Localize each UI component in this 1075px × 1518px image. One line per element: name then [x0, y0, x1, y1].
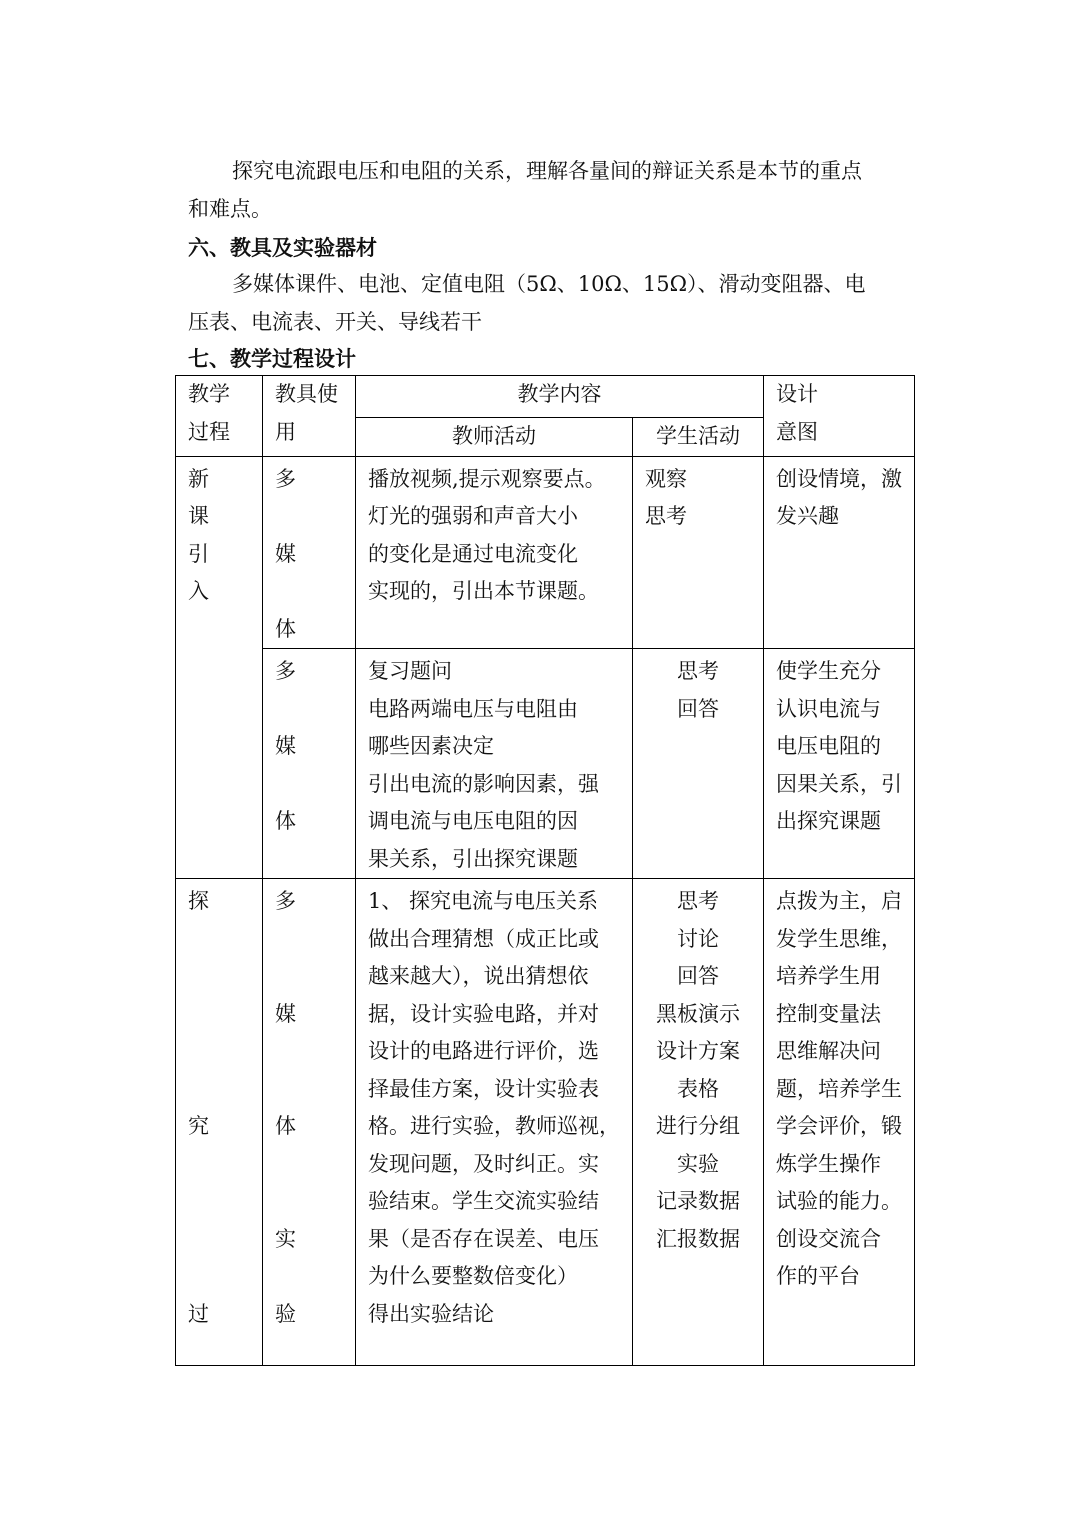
intent-line: 使学生充分	[776, 659, 881, 683]
tools-char	[275, 573, 343, 611]
materials-paragraph	[188, 266, 900, 341]
tools-char	[275, 1146, 343, 1184]
student-line: 回答	[677, 696, 719, 721]
key-points-line-2: 和难点。	[188, 196, 272, 221]
row2-student	[633, 649, 764, 879]
process-char	[188, 1033, 250, 1071]
row1-process	[176, 456, 263, 879]
process-char: 究	[188, 1114, 209, 1138]
materials-line-1: 多媒体课件、电池、定值电阻（5Ω、10Ω、15Ω）、滑动变阻器、电	[232, 272, 866, 296]
row2-teacher	[356, 649, 633, 879]
header-tools	[263, 376, 356, 457]
teacher-line: 验结束。学生交流实验结	[368, 1189, 599, 1213]
intent-line: 创设情境，激	[776, 466, 902, 491]
intent-line: 创设交流合	[776, 1226, 881, 1251]
materials-line-2: 压表、电流表、开关、导线若干	[188, 309, 482, 334]
teacher-line: 引出电流的影响因素，强	[368, 771, 599, 796]
process-char	[188, 921, 250, 959]
student-line: 思考	[677, 659, 719, 683]
intent-line: 发学生思维，	[776, 926, 902, 951]
teacher-line: 复习题问	[368, 659, 452, 683]
student-line: 观察	[645, 466, 687, 491]
intent-line: 作的平台	[776, 1264, 860, 1288]
process-char: 过	[188, 1301, 209, 1326]
process-char	[188, 996, 250, 1034]
header-process	[176, 376, 263, 457]
tools-char: 多	[275, 466, 296, 491]
teacher-line: 1、 探究电流与电压关系	[368, 889, 599, 913]
intent-line: 发兴趣	[776, 504, 839, 528]
tools-char: 多	[275, 889, 296, 913]
process-char: 引	[188, 541, 209, 566]
intent-line: 认识电流与	[776, 696, 881, 721]
teacher-line: 格。进行实验，教师巡视，	[368, 1114, 620, 1138]
tools-char: 多	[275, 659, 296, 683]
process-char	[188, 958, 250, 996]
tools-char: 体	[275, 809, 296, 833]
process-char	[188, 1183, 250, 1221]
student-line: 表格	[677, 1076, 719, 1101]
header-intent	[764, 376, 915, 457]
tools-char: 体	[275, 1114, 296, 1138]
process-char	[188, 1221, 250, 1259]
process-char: 课	[188, 504, 209, 528]
teacher-line: 越来越大），说出猜想依	[368, 964, 589, 988]
intent-line: 因果关系，引	[776, 771, 902, 796]
student-line: 记录数据	[656, 1189, 740, 1213]
row3-teacher	[356, 879, 633, 1366]
tools-char: 体	[275, 616, 296, 641]
teacher-line: 的变化是通过电流变化	[368, 541, 578, 566]
intent-line: 试验的能力。	[776, 1189, 902, 1213]
row3-intent	[764, 879, 915, 1366]
row1-teacher	[356, 456, 633, 649]
row2-tools	[263, 649, 356, 879]
process-char: 入	[188, 579, 209, 603]
header-process-line: 教学	[188, 382, 230, 406]
process-char	[188, 1071, 250, 1109]
row2-intent	[764, 649, 915, 879]
header-content: 教学内容	[356, 376, 764, 418]
intent-line: 思维解决问	[776, 1039, 881, 1063]
student-line: 回答	[677, 964, 719, 988]
student-line: 思考	[645, 504, 687, 528]
row1-student	[633, 456, 764, 649]
header-student: 学生活动	[633, 418, 764, 457]
row1-intent	[764, 456, 915, 649]
tools-char	[275, 1071, 343, 1109]
teacher-line: 电路两端电压与电阻由	[368, 696, 578, 721]
tools-char: 验	[275, 1301, 296, 1326]
student-line: 思考	[677, 889, 719, 913]
teacher-line: 灯光的强弱和声音大小	[368, 504, 578, 528]
tools-char	[275, 1183, 343, 1221]
tools-char	[275, 1033, 343, 1071]
teacher-line: 调电流与电压电阻的因	[368, 809, 578, 833]
header-tools-line: 用	[275, 419, 296, 444]
process-char	[188, 1258, 250, 1296]
teacher-line: 得出实验结论	[368, 1301, 494, 1326]
teacher-line: 发现问题，及时纠正。实	[368, 1151, 599, 1176]
tools-char	[275, 691, 343, 729]
tools-char: 媒	[275, 1001, 296, 1026]
key-points-paragraph	[188, 153, 900, 228]
student-line: 进行分组	[656, 1114, 740, 1138]
teacher-line: 播放视频,提示观察要点。	[368, 466, 606, 491]
row3-process	[176, 879, 263, 1366]
intent-line: 学会评价，锻	[776, 1114, 902, 1138]
teacher-line: 为什么要整数倍变化）	[368, 1264, 578, 1288]
teacher-line: 做出合理猜想（成正比或	[368, 926, 599, 951]
tools-char	[275, 498, 343, 536]
row1-tools	[263, 456, 356, 649]
teacher-line: 设计的电路进行评价，选	[368, 1039, 599, 1063]
process-char	[188, 1146, 250, 1184]
process-char: 新	[188, 466, 209, 491]
student-line: 讨论	[677, 926, 719, 951]
row3-student	[633, 879, 764, 1366]
teaching-process-table	[175, 375, 915, 1366]
header-process-line: 过程	[188, 419, 230, 444]
teacher-line: 果（是否存在误差、电压	[368, 1226, 599, 1251]
intent-line: 培养学生用	[776, 964, 881, 988]
tools-char: 实	[275, 1226, 296, 1251]
student-line: 汇报数据	[656, 1226, 740, 1251]
tools-char	[275, 921, 343, 959]
tools-char	[275, 766, 343, 804]
header-intent-line: 设计	[776, 382, 818, 406]
section-seven-heading: 七、教学过程设计	[188, 346, 356, 371]
section-six-heading: 六、教具及实验器材	[188, 235, 377, 260]
teacher-line: 实现的，引出本节课题。	[368, 579, 599, 603]
intent-line: 电压电阻的	[776, 734, 881, 758]
tools-char: 媒	[275, 734, 296, 758]
intent-line: 控制变量法	[776, 1001, 881, 1026]
teacher-line: 果关系，引出探究课题	[368, 846, 578, 871]
intent-line: 出探究课题	[776, 809, 881, 833]
student-line: 设计方案	[656, 1039, 740, 1063]
teacher-line: 择最佳方案，设计实验表	[368, 1076, 599, 1101]
intent-line: 点拨为主，启	[776, 889, 902, 913]
intent-line: 题，培养学生	[776, 1076, 902, 1101]
tools-char	[275, 1258, 343, 1296]
header-tools-line: 教具使	[275, 382, 338, 406]
tools-char: 媒	[275, 541, 296, 566]
header-intent-line: 意图	[776, 419, 818, 444]
teacher-line: 哪些因素决定	[368, 734, 494, 758]
student-line: 黑板演示	[656, 1001, 740, 1026]
process-char: 探	[188, 889, 209, 913]
teacher-line: 据，设计实验电路，并对	[368, 1001, 599, 1026]
row3-tools	[263, 879, 356, 1366]
student-line: 实验	[677, 1151, 719, 1176]
intent-line: 炼学生操作	[776, 1151, 881, 1176]
tools-char	[275, 958, 343, 996]
key-points-line-1: 探究电流跟电压和电阻的关系，理解各量间的辩证关系是本节的重点	[232, 159, 862, 183]
header-teacher: 教师活动	[356, 418, 633, 457]
